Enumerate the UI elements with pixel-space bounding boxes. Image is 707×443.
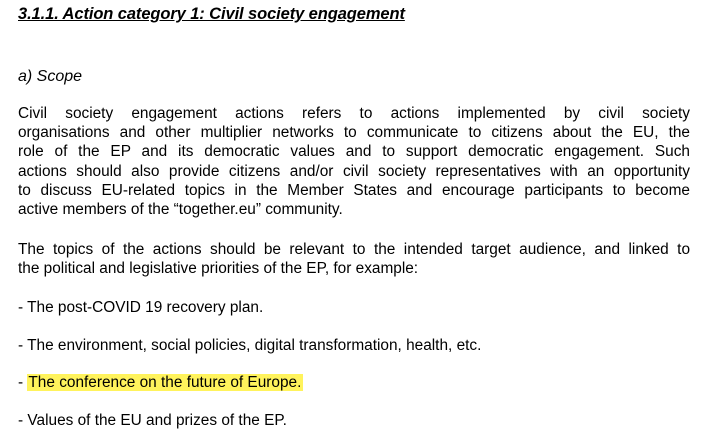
bullet-item-highlighted (18, 374, 303, 392)
bullet-item (18, 299, 263, 317)
bullet-text: The environment, social policies, digital transformation, health, etc. (27, 337, 482, 354)
paragraph-line: actions should also provide citizens and/or civil society representatives with an opportunity (18, 162, 690, 180)
highlighted-text: The conference on the future of Europe. (28, 374, 302, 391)
paragraph-line: active members of the “together.eu” community. (18, 201, 343, 219)
bullet-dash: - (18, 337, 28, 354)
bullet-dash: - (18, 299, 28, 316)
bullet-text: Values of the EU and prizes of the EP. (27, 412, 287, 429)
bullet-dash: - (18, 412, 28, 429)
bullet-item (18, 412, 287, 430)
scope-paragraph (18, 104, 690, 219)
paragraph-line: The topics of the actions should be relevant to the intended target audience, and linked to (18, 241, 690, 258)
paragraph-line: the political and legislative priorities of the EP, for example: (18, 260, 419, 278)
bullet-item (18, 337, 481, 355)
section-heading: 3.1.1. Action category 1: Civil society engagement (18, 5, 405, 23)
bullet-text: The post-COVID 19 recovery plan. (27, 299, 264, 316)
paragraph-line: organisations and other multiplier networks to communicate to citizens about the EU, the (18, 124, 690, 142)
subsection-heading: a) Scope (18, 68, 83, 85)
paragraph-line: to discuss EU-related topics in the Member States and encourage participants to become (18, 181, 690, 199)
paragraph-line: role of the EP and its democratic values and to support democratic engagement. Such (18, 143, 690, 161)
bullet-dash: - (18, 374, 28, 391)
topics-paragraph (18, 240, 690, 278)
paragraph-line: Civil society engagement actions refers to actions implemented by civil society (18, 105, 690, 122)
